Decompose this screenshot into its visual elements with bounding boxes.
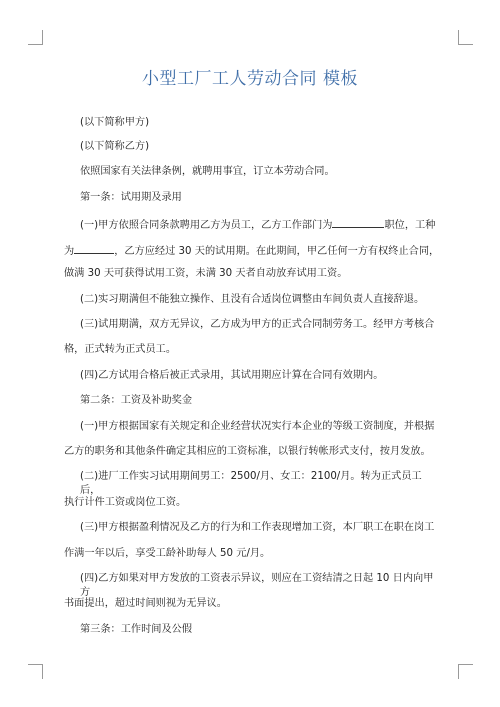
crop-mark-top-right xyxy=(458,30,473,45)
job-type-blank xyxy=(74,242,114,254)
article-2-p1-line1: (一)甲方根据国家有关规定和企业经营状况实行本企业的等级工资制度，并根据 xyxy=(80,421,435,432)
article-2-p3-line2: 作满一年以后，享受工龄补助每人 50 元/月。 xyxy=(64,548,271,559)
article-1-heading: 第一条：试用期及录用 xyxy=(80,192,182,203)
article-2-heading: 第二条：工资及补助奖金 xyxy=(80,395,193,406)
document-title: 小型工厂工人劳动合同 模板 xyxy=(142,69,358,89)
article-2-p1-line2: 乙方的职务和其他条件确定其相应的工资标准，以银行转帐形式支付，按月发放。 xyxy=(64,446,431,457)
crop-mark-top-left xyxy=(28,30,43,45)
party-b-line: (以下简称乙方) xyxy=(80,141,150,152)
party-a-line: (以下简称甲方) xyxy=(80,117,150,128)
article-1-p1-text-b: 职位，工种 xyxy=(384,220,436,231)
article-1-p1-text-d: ，乙方应经过 30 天的试用期。在此期间，甲乙任何一方有权终止合同， xyxy=(114,246,440,257)
article-1-p1-text-a: (一)甲方依照合同条款聘用乙方为员工，乙方工作部门为 xyxy=(80,220,333,231)
crop-mark-bottom-left xyxy=(28,664,43,679)
article-2-p4-line1: (四)乙方如果对甲方发放的工资表示异议，则应在工资结清之日起 10 日内向甲方 xyxy=(80,573,434,598)
article-2-p2-line2: 执行计件工资或岗位工资。 xyxy=(64,497,187,508)
article-2-p3-line1: (三)甲方根据盈利情况及乙方的行为和工作表现增加工资，本厂职工在职在岗工 xyxy=(80,522,435,533)
article-1-p2: (二)实习期满但不能独立操作、且没有合适岗位调整由车间负责人直接辞退。 xyxy=(80,294,425,305)
article-1-p3-line1: (三)试用期满，双方无异议，乙方成为甲方的正式合同制劳务工。经甲方考核合 xyxy=(80,319,435,330)
article-1-p4: (四)乙方试用合格后被正式录用，其试用期应计算在合同有效期内。 xyxy=(80,370,384,381)
article-1-p1-line3: 做满 30 天可获得试用工资，未满 30 天者自动放弃试用工资。 xyxy=(64,268,348,279)
article-1-p1-text-c: 为 xyxy=(64,246,75,257)
intro-paragraph: 依照国家有关法律条例，就聘用事宜，订立本劳动合同。 xyxy=(80,166,335,177)
article-2-p4-line2: 书面提出，超过时间则视为无异议。 xyxy=(64,598,227,609)
article-1-p1-line2 xyxy=(64,242,440,259)
crop-mark-bottom-right xyxy=(458,664,473,679)
article-2-p2-line1: (二)进厂工作实习试用期间男工：2500/月、女工：2100/月。转为正式员工后， xyxy=(80,471,422,496)
article-3-heading: 第三条：工作时间及公假 xyxy=(80,624,193,635)
article-1-p1-line1 xyxy=(80,216,440,233)
department-blank xyxy=(332,216,384,228)
article-1-p3-line2: 格，正式转为正式员工。 xyxy=(64,344,177,355)
